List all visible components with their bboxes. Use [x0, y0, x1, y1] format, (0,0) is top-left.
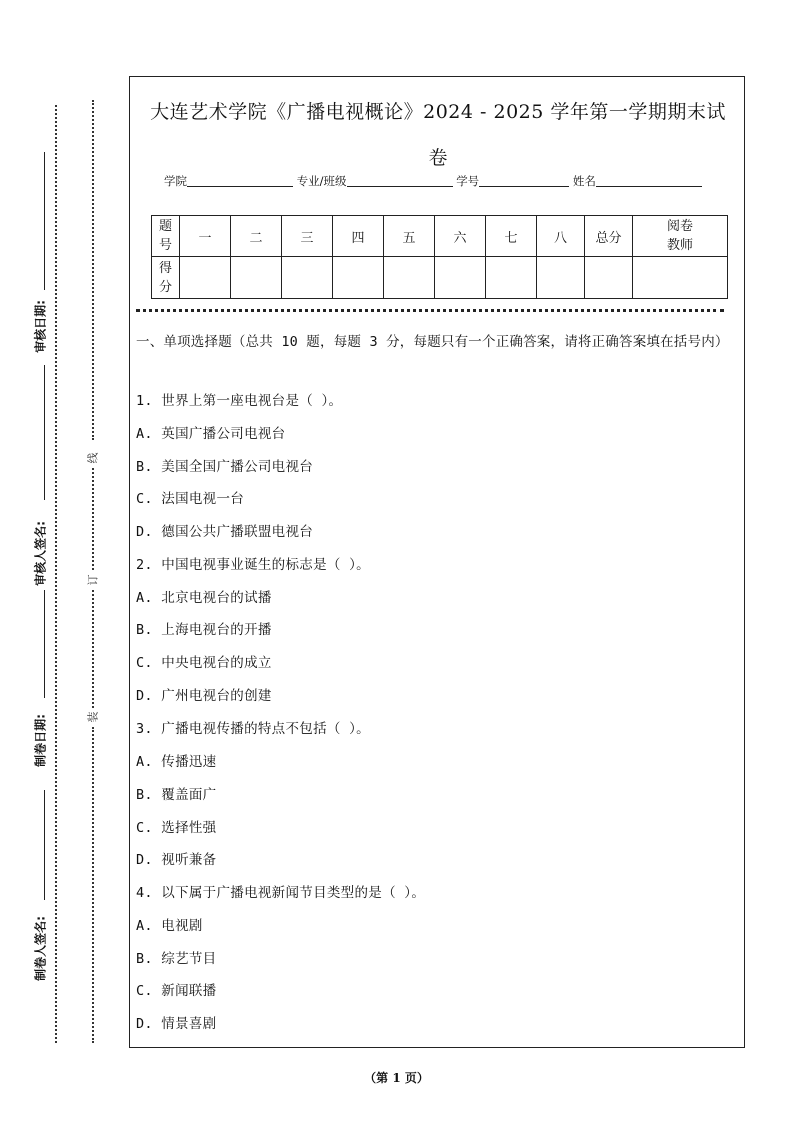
binding-char-zhuang: 装 — [86, 711, 100, 723]
student-info-row — [164, 173, 702, 189]
student-id-label: 学号 — [456, 174, 480, 188]
score-cell[interactable] — [537, 257, 585, 299]
dotted-separator — [136, 309, 724, 312]
binding-dotted-segment — [92, 590, 94, 708]
col-header: 七 — [486, 216, 537, 257]
col-header: 八 — [537, 216, 585, 257]
college-field[interactable] — [187, 174, 293, 187]
score-cell[interactable] — [231, 257, 282, 299]
score-table-score-row — [152, 257, 728, 299]
score-cell[interactable] — [180, 257, 231, 299]
col-header: 二 — [231, 216, 282, 257]
name-label: 姓名 — [572, 174, 596, 188]
binding-dotted-segment — [92, 727, 94, 1043]
binding-dotted-segment — [92, 468, 94, 570]
score-table-header-row — [152, 216, 728, 257]
question-option: D. 视听兼备 — [136, 852, 217, 868]
question-option: B. 美国全国广播公司电视台 — [136, 459, 314, 475]
col-header: 六 — [435, 216, 486, 257]
score-cell[interactable] — [435, 257, 486, 299]
reviewer-sign-line — [44, 365, 45, 500]
binding-char-line: 线 — [86, 452, 100, 464]
question-stem: 3. 广播电视传播的特点不包括（ ）。 — [136, 721, 370, 737]
col-header: 三 — [282, 216, 333, 257]
question-stem: 2. 中国电视事业诞生的标志是（ ）。 — [136, 557, 370, 573]
review-date-line — [44, 152, 45, 290]
grader-cell[interactable] — [633, 257, 728, 299]
question-option: C. 法国电视一台 — [136, 491, 245, 507]
question-option: B. 覆盖面广 — [136, 787, 217, 803]
binding-char-ding: 订 — [86, 574, 100, 586]
maker-sign-line — [44, 790, 45, 900]
question-option: C. 选择性强 — [136, 820, 217, 836]
question-option: D. 情景喜剧 — [136, 1016, 217, 1032]
question-option: A. 电视剧 — [136, 918, 203, 934]
col-header-grader: 阅卷 教师 — [633, 216, 728, 257]
question-option: D. 广州电视台的创建 — [136, 688, 272, 704]
col-header: 一 — [180, 216, 231, 257]
row-label-score: 得 分 — [152, 257, 180, 299]
exam-title-line2: 卷 — [428, 147, 448, 169]
score-cell[interactable] — [384, 257, 435, 299]
name-field[interactable] — [596, 174, 702, 187]
question-option: B. 上海电视台的开播 — [136, 622, 272, 638]
score-cell[interactable] — [282, 257, 333, 299]
binding-dotted-line-inner — [92, 100, 94, 440]
question-option: C. 新闻联播 — [136, 983, 217, 999]
page-number: （第 1 页） — [364, 1071, 429, 1085]
score-cell[interactable] — [486, 257, 537, 299]
question-option: B. 综艺节目 — [136, 951, 217, 967]
exam-title-line1: 大连艺术学院《广播电视概论》2024 - 2025 学年第一学期期末试 — [150, 101, 726, 123]
question-stem: 4. 以下属于广播电视新闻节目类型的是（ ）。 — [136, 885, 426, 901]
major-label: 专业/班级 — [296, 174, 347, 188]
exam-title — [130, 89, 746, 181]
exam-frame — [129, 76, 745, 1048]
score-cell-total[interactable] — [585, 257, 633, 299]
reviewer-sign-label: 审核人签名: — [33, 521, 48, 586]
col-header: 五 — [384, 216, 435, 257]
major-field[interactable] — [347, 174, 453, 187]
question-option: A. 英国广播公司电视台 — [136, 426, 286, 442]
make-date-label: 制卷日期: — [33, 714, 48, 767]
maker-sign-label: 制卷人签名: — [33, 916, 48, 981]
question-option: A. 传播迅速 — [136, 754, 217, 770]
college-label: 学院 — [164, 174, 187, 188]
col-header-total: 总分 — [585, 216, 633, 257]
question-option: C. 中央电视台的成立 — [136, 655, 272, 671]
score-table — [151, 215, 728, 299]
student-id-field[interactable] — [479, 174, 569, 187]
section-heading: 一、单项选择题（总共 10 题，每题 3 分，每题只有一个正确答案，请将正确答案填在括号内） — [136, 334, 729, 350]
question-stem: 1. 世界上第一座电视台是（ ）。 — [136, 393, 343, 409]
binding-dotted-line-outer — [55, 105, 57, 1043]
make-date-line — [44, 590, 45, 698]
score-cell[interactable] — [333, 257, 384, 299]
review-date-label: 审核日期: — [33, 300, 48, 353]
question-option: D. 德国公共广播联盟电视台 — [136, 524, 314, 540]
row-label-question-number: 题 号 — [152, 216, 180, 257]
question-option: A. 北京电视台的试播 — [136, 590, 272, 606]
col-header: 四 — [333, 216, 384, 257]
